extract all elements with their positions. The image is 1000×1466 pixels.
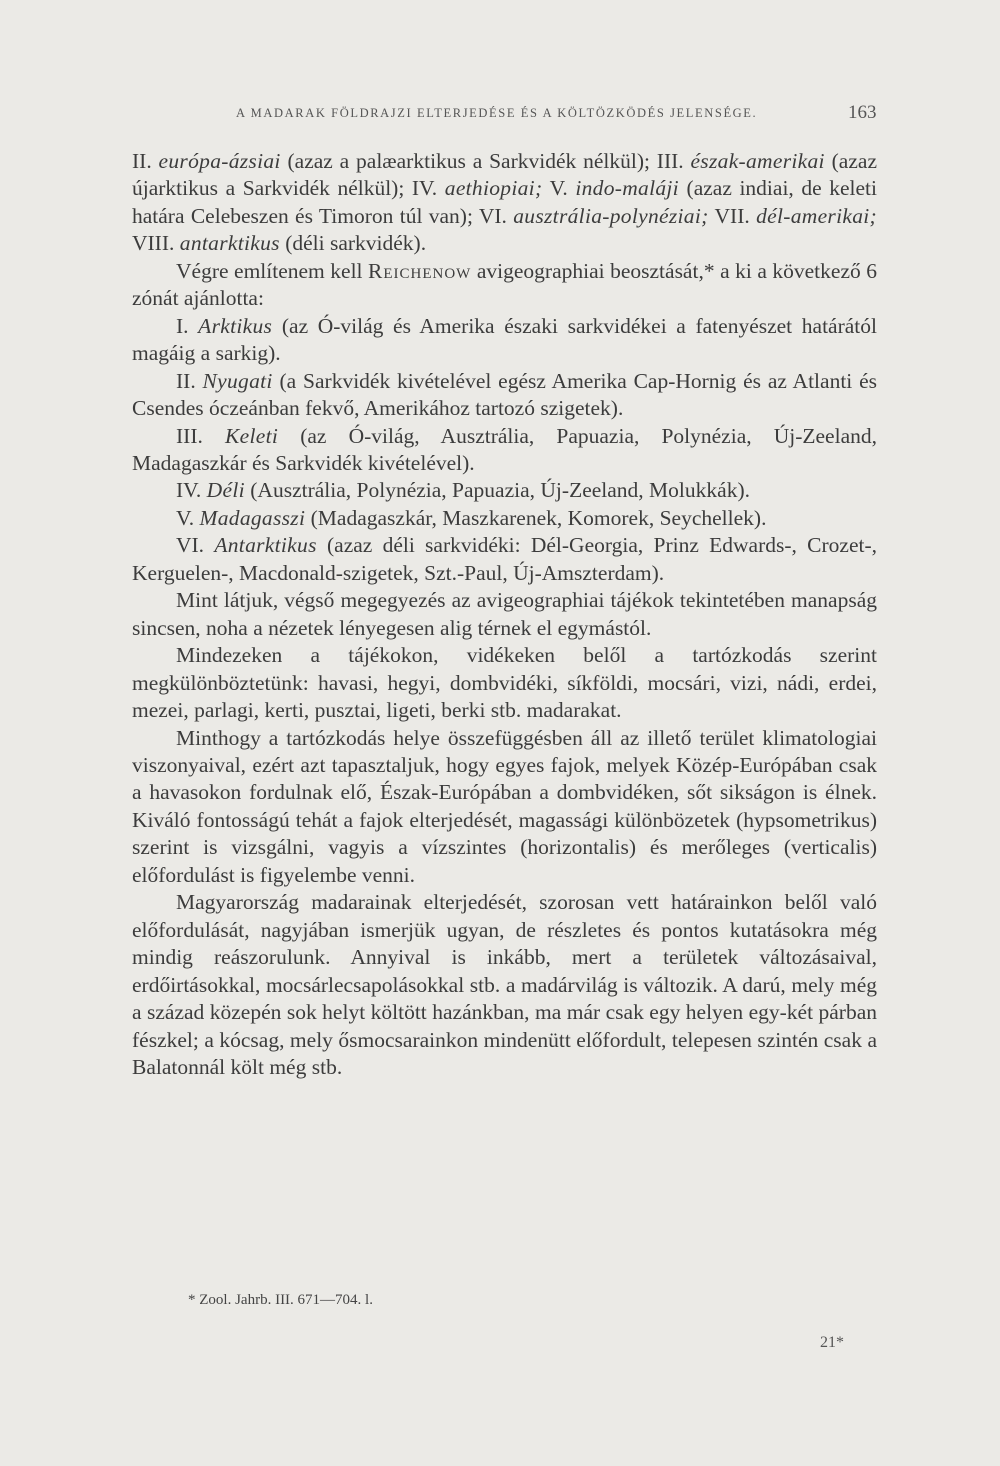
text-run: (a Sarkvidék kivételével egész Amerika Cap-Hornig és az Atlanti és Csendes óczeánban fekvő, Amerikához tartozó szigetek). xyxy=(132,368,877,421)
text-run: Magyarország madarainak elterjedését, szorosan vett határainkon belől való előfordulását, nagyjában ismerjük ugyan, de részletes és pontos kutatásokra még mindig reászorulunk. Annyival is inkább, mert a területek változásaival, erdőirtásokkal, mocsárlecsapolásokkal stb. a madárvilág is változik. A darú, mely még a század közepén sok helyt költött hazánkban, ma már csak egy helyen egy-két párban fészkel; a kócsag, mely ősmocsarainkon mindenütt előfordult, telepesen szintén csak a Balatonnál költ még stb. xyxy=(132,890,877,1079)
italic-term: ausztrália-polynéziai; xyxy=(513,203,709,228)
italic-term: észak-amerikai xyxy=(690,149,825,173)
italic-term: Keleti xyxy=(224,423,279,448)
text-run: II. xyxy=(176,368,203,393)
italic-term: dél-amerikai; xyxy=(756,203,877,228)
author-name: Reichenow xyxy=(368,258,472,283)
text-run: avigeographiai beosztását,* a ki a következő 6 zónát ajánlotta: xyxy=(132,258,877,311)
paragraph xyxy=(132,587,877,642)
italic-term: aethiopiai; xyxy=(444,176,543,201)
italic-term: Déli xyxy=(206,478,245,503)
text-run: (Madagaszkár, Maszkarenek, Komorek, Seychellek). xyxy=(305,505,767,530)
text-run: II. xyxy=(132,149,159,173)
paragraph xyxy=(132,889,877,1081)
text-run: VIII. xyxy=(132,231,180,256)
text-run: (az Ó-világ, Ausztrália, Papuazia, Polynézia, Új-Zeeland, Madagaszkár és Sarkvidék kivételével). xyxy=(132,423,877,475)
running-head xyxy=(0,102,1000,126)
paragraph xyxy=(132,368,877,423)
paragraph xyxy=(132,505,877,532)
signature-mark: 21* xyxy=(820,1334,844,1351)
running-title: A MADARAK FÖLDRAJZI ELTERJEDÉSE ÉS A KÖLTÖZKÖDÉS JELENSÉGE. xyxy=(236,106,758,120)
paragraph xyxy=(132,532,877,587)
text-run: V. xyxy=(176,505,200,530)
text-run: (Ausztrália, Polynézia, Papuazia, Új-Zeeland, Molukkák). xyxy=(244,478,750,503)
paragraph xyxy=(132,258,877,313)
text-run: III. xyxy=(176,423,225,448)
text-run: VI. xyxy=(176,533,215,558)
text-run: IV. xyxy=(176,478,207,503)
page-number: 163 xyxy=(848,102,877,123)
italic-term: indo-maláji xyxy=(575,176,679,201)
italic-term: Madagasszi xyxy=(199,505,306,530)
italic-term: Nyugati xyxy=(202,368,273,393)
text-run: Végre említenem kell xyxy=(176,258,369,283)
text-run: (azaz újarktikus a Sarkvidék nélkül); IV. xyxy=(132,149,877,201)
paragraph xyxy=(132,477,877,504)
italic-term: Arktikus xyxy=(198,313,273,338)
text-run: I. xyxy=(176,313,199,338)
text-run: V. xyxy=(542,176,576,201)
text-run: Minthogy a tartózkodás helye összefüggésben áll az illető terület klimatologiai viszonyaival, ezért azt tapasztaljuk, hogy egyes fajok, melyek Közép-Európában csak a havasokon fordulnak elő, Észak-Európában a dombvidéken, sőt sikságon is élnek. Kiváló fontosságú tehát a fajok elterjedését, magassági különbözetek (hypsometrikus) szerint is vizsgálni, vagyis a vízszintes (horizontalis) és merőleges (verticalis) előfordulást is figyelembe venni. xyxy=(132,725,877,887)
paragraph xyxy=(132,725,877,890)
text-run: (azaz a palæarktikus a Sarkvidék nélkül); III. xyxy=(280,149,691,173)
text-run: (déli sarkvidék). xyxy=(279,231,427,256)
footnote: * Zool. Jahrb. III. 671—704. l. xyxy=(188,1292,373,1308)
paragraph xyxy=(132,642,877,724)
text-run: VII. xyxy=(708,203,757,228)
text-run: (az Ó-világ és Amerika északi sarkvidékei a fatenyészet határától magáig a sarkig). xyxy=(132,313,877,366)
italic-term: Antarktikus xyxy=(214,533,317,558)
paragraph xyxy=(132,148,877,258)
paragraph xyxy=(132,423,877,478)
text-run: Mint látjuk, végső megegyezés az avigeographiai tájékok tekintetében manapság sincsen, noha a nézetek lényegesen alig térnek el egymástól. xyxy=(132,588,877,640)
text-run: (azaz déli sarkvidéki: Dél-Georgia, Prinz Edwards-, Crozet-, Kerguelen-, Macdonald-szigetek, Szt.-Paul, Új-Amszterdam). xyxy=(132,533,877,585)
paragraph xyxy=(132,313,877,368)
body-text xyxy=(132,148,877,1081)
text-run: (azaz indiai, de keleti határa Celebeszen és Timoron túl van); VI. xyxy=(132,176,877,228)
text-run: Mindezeken a tájékokon, vidékeken belől a tartózkodás szerint megkülönböztetünk: havasi, hegyi, dombvidéki, síkföldi, mocsári, vizi, nádi, erdei, mezei, parlagi, kerti, pusztai, ligeti, berki stb. madarakat. xyxy=(132,643,877,723)
italic-term: antarktikus xyxy=(179,231,280,256)
italic-term: európa-ázsiai xyxy=(158,149,281,173)
